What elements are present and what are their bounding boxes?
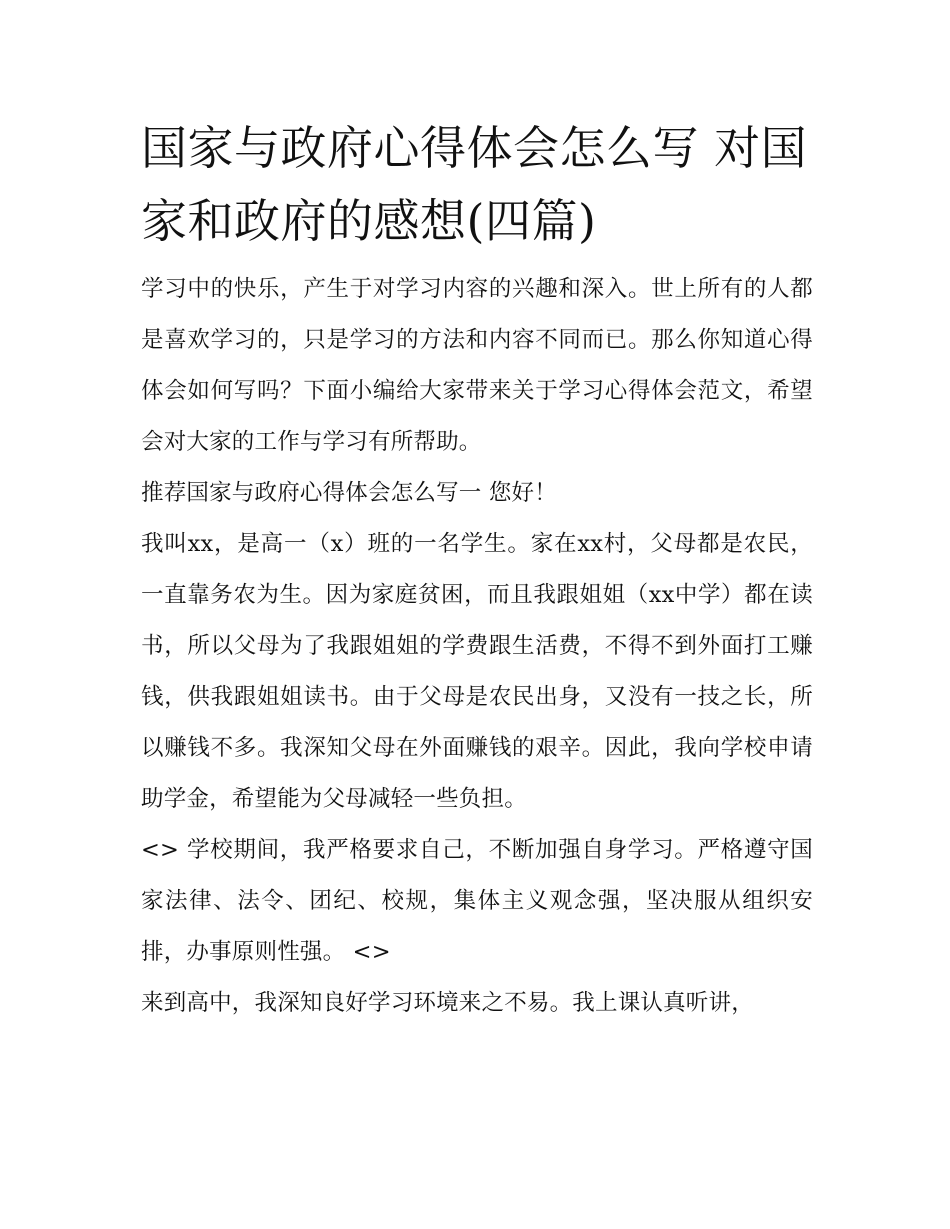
paragraph-high-school: 来到高中，我深知良好学习环境来之不易。我上课认真听讲， xyxy=(141,990,754,1016)
paragraph-heading-recommend: 推荐国家与政府心得体会怎么写一 您好！ xyxy=(141,480,557,506)
paragraph-intro: 学习中的快乐，产生于对学习内容的兴趣和深入。世上所有的人都是喜欢学习的，只是学习的方法和内容不同而已。那么你知道心得体会如何写吗？下面小编给大家带来关于学习心得体会范文，希望会对大家的工作与学习有所帮助。 xyxy=(141,276,813,455)
document-title: 国家与政府心得体会怎么写 对国家和政府的感想(四篇) xyxy=(141,121,808,248)
paragraph-self-introduction: 我叫xx，是高一（x）班的一名学生。家在xx村，父母都是农民，一直靠务农为生。因为家庭贫困，而且我跟姐姐（xx中学）都在读书，所以父母为了我跟姐姐的学费跟生活费，不得不到外面打工赚钱，供我跟姐姐读书。由于父母是农民出身，又没有一技之长，所以赚钱不多。我深知父母在外面赚钱的艰辛。因此，我向学校申请助学金，希望能为父母减轻一些负担。 xyxy=(141,531,813,812)
paragraph-school-conduct: <> 学校期间，我严格要求自己，不断加强自身学习。严格遵守国家法律、法令、团纪、校规，集体主义观念强，坚决服从组织安排，办事原则性强。 <> xyxy=(141,837,813,965)
document-page xyxy=(141,112,813,1029)
